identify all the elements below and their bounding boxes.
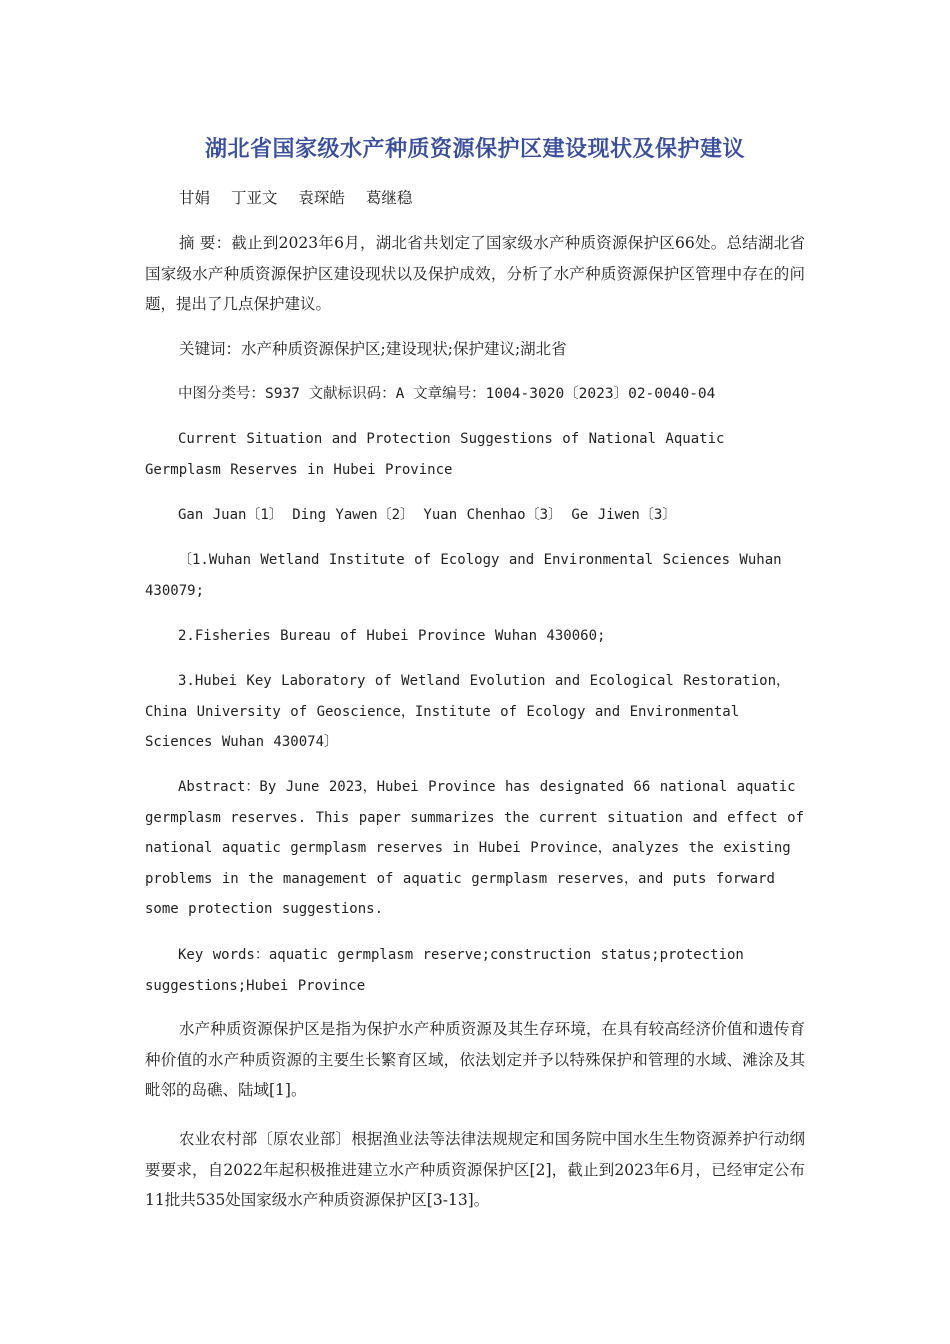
affiliation-3: 3.Hubei Key Laboratory of Wetland Evolution and Ecological Restoration，China University of Geoscience，Institute of Ecology and Environmental Sciences Wuhan 430074〕 (145, 673, 791, 750)
affiliation-1: 〔1.Wuhan Wetland Institute of Ecology and Environmental Sciences Wuhan 430079; (145, 552, 782, 599)
classification-line: 中图分类号：S937 文献标识码：A 文章编号：1004-3020〔2023〕02-0040-04 (178, 386, 716, 402)
abstract-cn: 摘 要：截止到2023年6月，湖北省共划定了国家级水产种质资源保护区66处。总结湖北省国家级水产种质资源保护区建设现状以及保护成效，分析了水产种质资源保护区管理中存在的问题，提出了几点保护建议。 (145, 234, 805, 313)
author-name: 袁琛皓 (298, 189, 345, 207)
keywords-en: Key words：aquatic germplasm reserve;construction status;protection suggestions;Hubei Province (145, 947, 744, 994)
author-name: 葛继稳 (365, 189, 413, 207)
abstract-en: Abstract：By June 2023，Hubei Province has designated 66 national aquatic germplasm reserves. This paper summarizes the current situation and effect of national aquatic germplasm reserves in Hubei Province，analyzes the existing problems in the management of aquatic germplasm reserves，and puts forward some protection suggestions. (145, 779, 805, 917)
keywords-cn: 关键词：水产种质资源保护区;建设现状;保护建议;湖北省 (179, 340, 567, 358)
affiliation-2: 2.Fisheries Bureau of Hubei Province Wuhan 430060; (178, 628, 606, 644)
author-name: 甘娟 (179, 189, 211, 207)
authors-en: Gan Juan〔1〕 Ding Yawen〔2〕 Yuan Chenhao〔3〕 Ge Jiwen〔3〕 (178, 507, 677, 523)
author-list (145, 183, 805, 214)
paper-title: 湖北省国家级水产种质资源保护区建设现状及保护建议 (204, 137, 745, 162)
title-en: Current Situation and Protection Suggestions of National Aquatic Germplasm Reserves in Hubei Province (145, 431, 725, 478)
body-paragraph: 水产种质资源保护区是指为保护水产种质资源及其生存环境，在具有较高经济价值和遗传育种价值的水产种质资源的主要生长繁育区域，依法划定并予以特殊保护和管理的水域、滩涂及其毗邻的岛礁、陆域[1]。 (145, 1020, 805, 1099)
body-paragraph: 农业农村部〔原农业部〕根据渔业法等法律法规规定和国务院中国水生生物资源养护行动纲要要求，自2022年起积极推进建立水产种质资源保护区[2]，截止到2023年6月，已经审定公布11批共535处国家级水产种质资源保护区[3-13]。 (145, 1130, 805, 1209)
author-name: 丁亚文 (230, 189, 278, 207)
